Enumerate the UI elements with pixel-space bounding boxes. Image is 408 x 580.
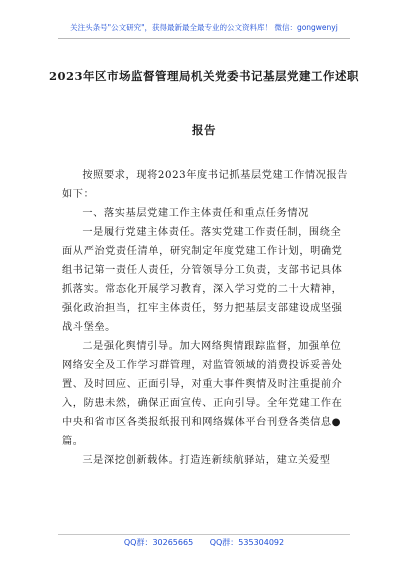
footer-divider xyxy=(58,534,350,535)
footer-contact: QQ群：30265665 QQ群：535304092 xyxy=(123,538,285,547)
section-heading: 一、落实基层党建工作主体责任和重点任务情况 xyxy=(82,208,309,219)
paragraph-innovation: 三是深挖创新载体。打造连新续航驿站，建立关爱型 xyxy=(82,455,331,466)
paragraph-public-opinion: 二是强化舆情引导。加大网络舆情跟踪监督，加强单位网络安全及工作学习群管理，对监管领域的消费投诉妥善处置、及时回应、正面引导，对重大事件舆情及时注重提前介入，防患未然，确保正面宣传、正向引导。全年党建工作在中央和省市区各类报纸报刊和网络媒体平台刊登各类信息●篇。 xyxy=(62,341,343,447)
document-body xyxy=(62,166,350,470)
header-divider xyxy=(58,38,350,39)
document-title: 2023年区市场监督管理局机关党委书记基层党建工作述职 xyxy=(48,69,359,83)
paragraph-intro: 按照要求，现将2023年度书记抓基层党建工作情况报告如下： xyxy=(62,170,349,200)
header-note: 关注头条号"公文研究"，获得最新最全最专业的公文资料库！ 微信：gongwenyj xyxy=(70,23,338,32)
document-title-continued: 报告 xyxy=(192,123,216,137)
paragraph-responsibility: 一是履行党建主体责任。落实党建工作责任制，围绕全面从严治党责任清单，研究制定年度党建工作计划，明确党组书记第一责任人责任，分管领导分工负责，支部书记具体抓落实。常态化开展学习教育，深入学习党的二十大精神，强化政治担当，扛牢主体责任，努力把基层支部建设成坚强战斗堡垒。 xyxy=(62,227,343,333)
